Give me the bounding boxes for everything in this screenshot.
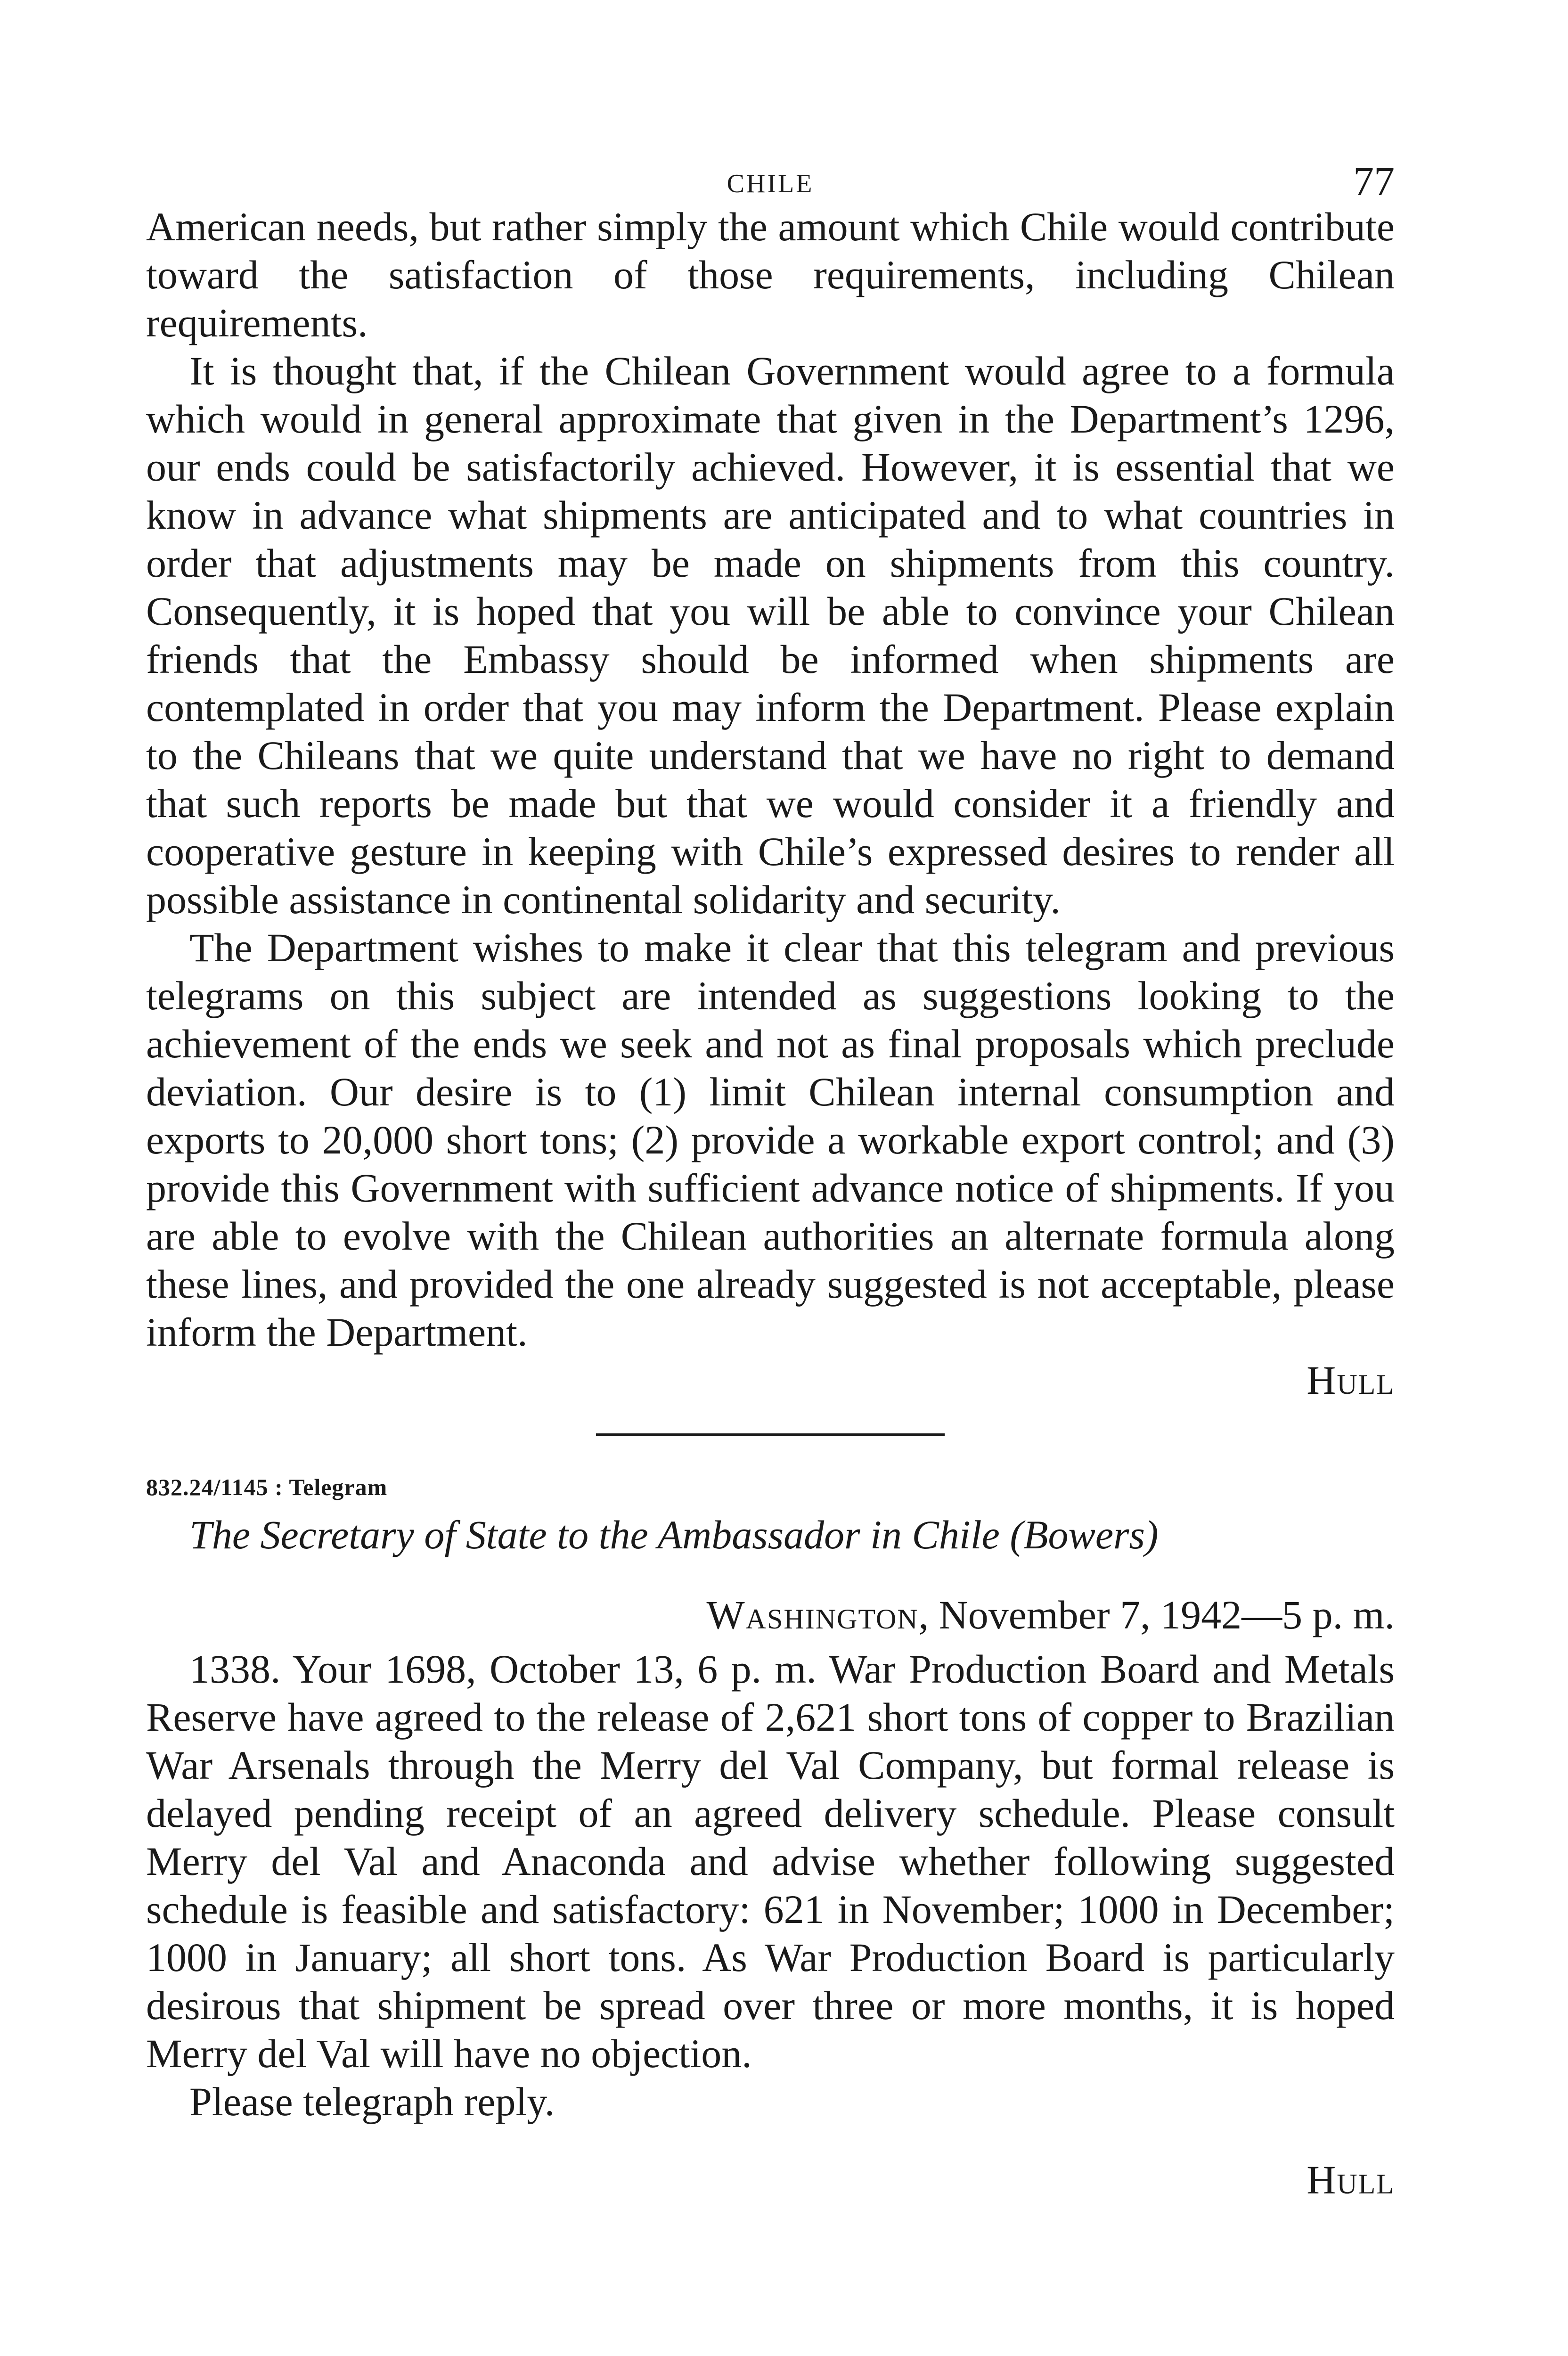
running-title: CHILE [727,169,814,198]
section-divider [596,1433,945,1436]
dateline-date: , November 7, 1942—5 p. m. [918,1592,1395,1637]
body-paragraph: It is thought that, if the Chilean Government would agree to a formula which would in general approximate that given in the Department’s 1296, our ends could be satisfactorily achieved. However, it is essential that we know in advance what shipments are anticipated and to what countries in order that adjustments may be made on shipments from this country. Consequently, it is hoped that you will be able to convince your Chilean friends that the Embassy should be informed when shipments are contemplated in order that you may inform the Department. Please explain to the Chileans that we quite understand that we have no right to demand that such reports be made but that we would consider it a friendly and cooperative gesture in keeping with Chile’s expressed desires to render all possible assistance in continental solidarity and security. [146,348,1395,922]
body-paragraph: 1338. Your 1698, October 13, 6 p. m. War Production Board and Metals Reserve have agreed to the release of 2,621 short tons of copper to Brazilian War Arsenals through the Merry del Val Company, but formal release is delayed pending receipt of an agreed delivery schedule. Please consult Merry del Val and Anaconda and advise whether following suggested schedule is feasible and satisfactory: 621 in November; 1000 in December; 1000 in January; all short tons. As War Production Board is particularly desirous that shipment be spread over three or more months, it is hoped Merry del Val will have no objection. [146,1646,1395,2076]
running-head [146,141,1395,203]
dateline [146,1591,1395,1638]
body-paragraph: Please telegraph reply. [189,2079,555,2124]
body-paragraph: The Department wishes to make it clear that this telegram and previous telegrams on this subject are intended as suggestions looking to the achievement of the ends we seek and not as final proposals which preclude deviation. Our desire is to (1) limit Chilean internal consumption and exports to 20,000 short tons; (2) provide a workable export control; and (3) provide this Government with sufficient advance notice of shipments. If you are able to evolve with the Chilean authorities an alternate formula along these lines, and provided the one already suggested is not acceptable, please inform the Department. [146,925,1395,1355]
signature: Hull [1307,1358,1395,1403]
dateline-place: Washington [706,1592,919,1637]
document-page [146,141,1395,2206]
page-number: 77 [1353,159,1395,205]
document-heading: The Secretary of State to the Ambassador in Chile (Bowers) [189,1512,1159,1557]
document-reference: 832.24/1145 : Telegram [146,1474,388,1500]
continued-paragraph: American needs, but rather simply the amount which Chile would contribute toward the satisfaction of those requirements, including Chilean requirements. [146,204,1395,345]
signature: Hull [1307,2157,1395,2202]
